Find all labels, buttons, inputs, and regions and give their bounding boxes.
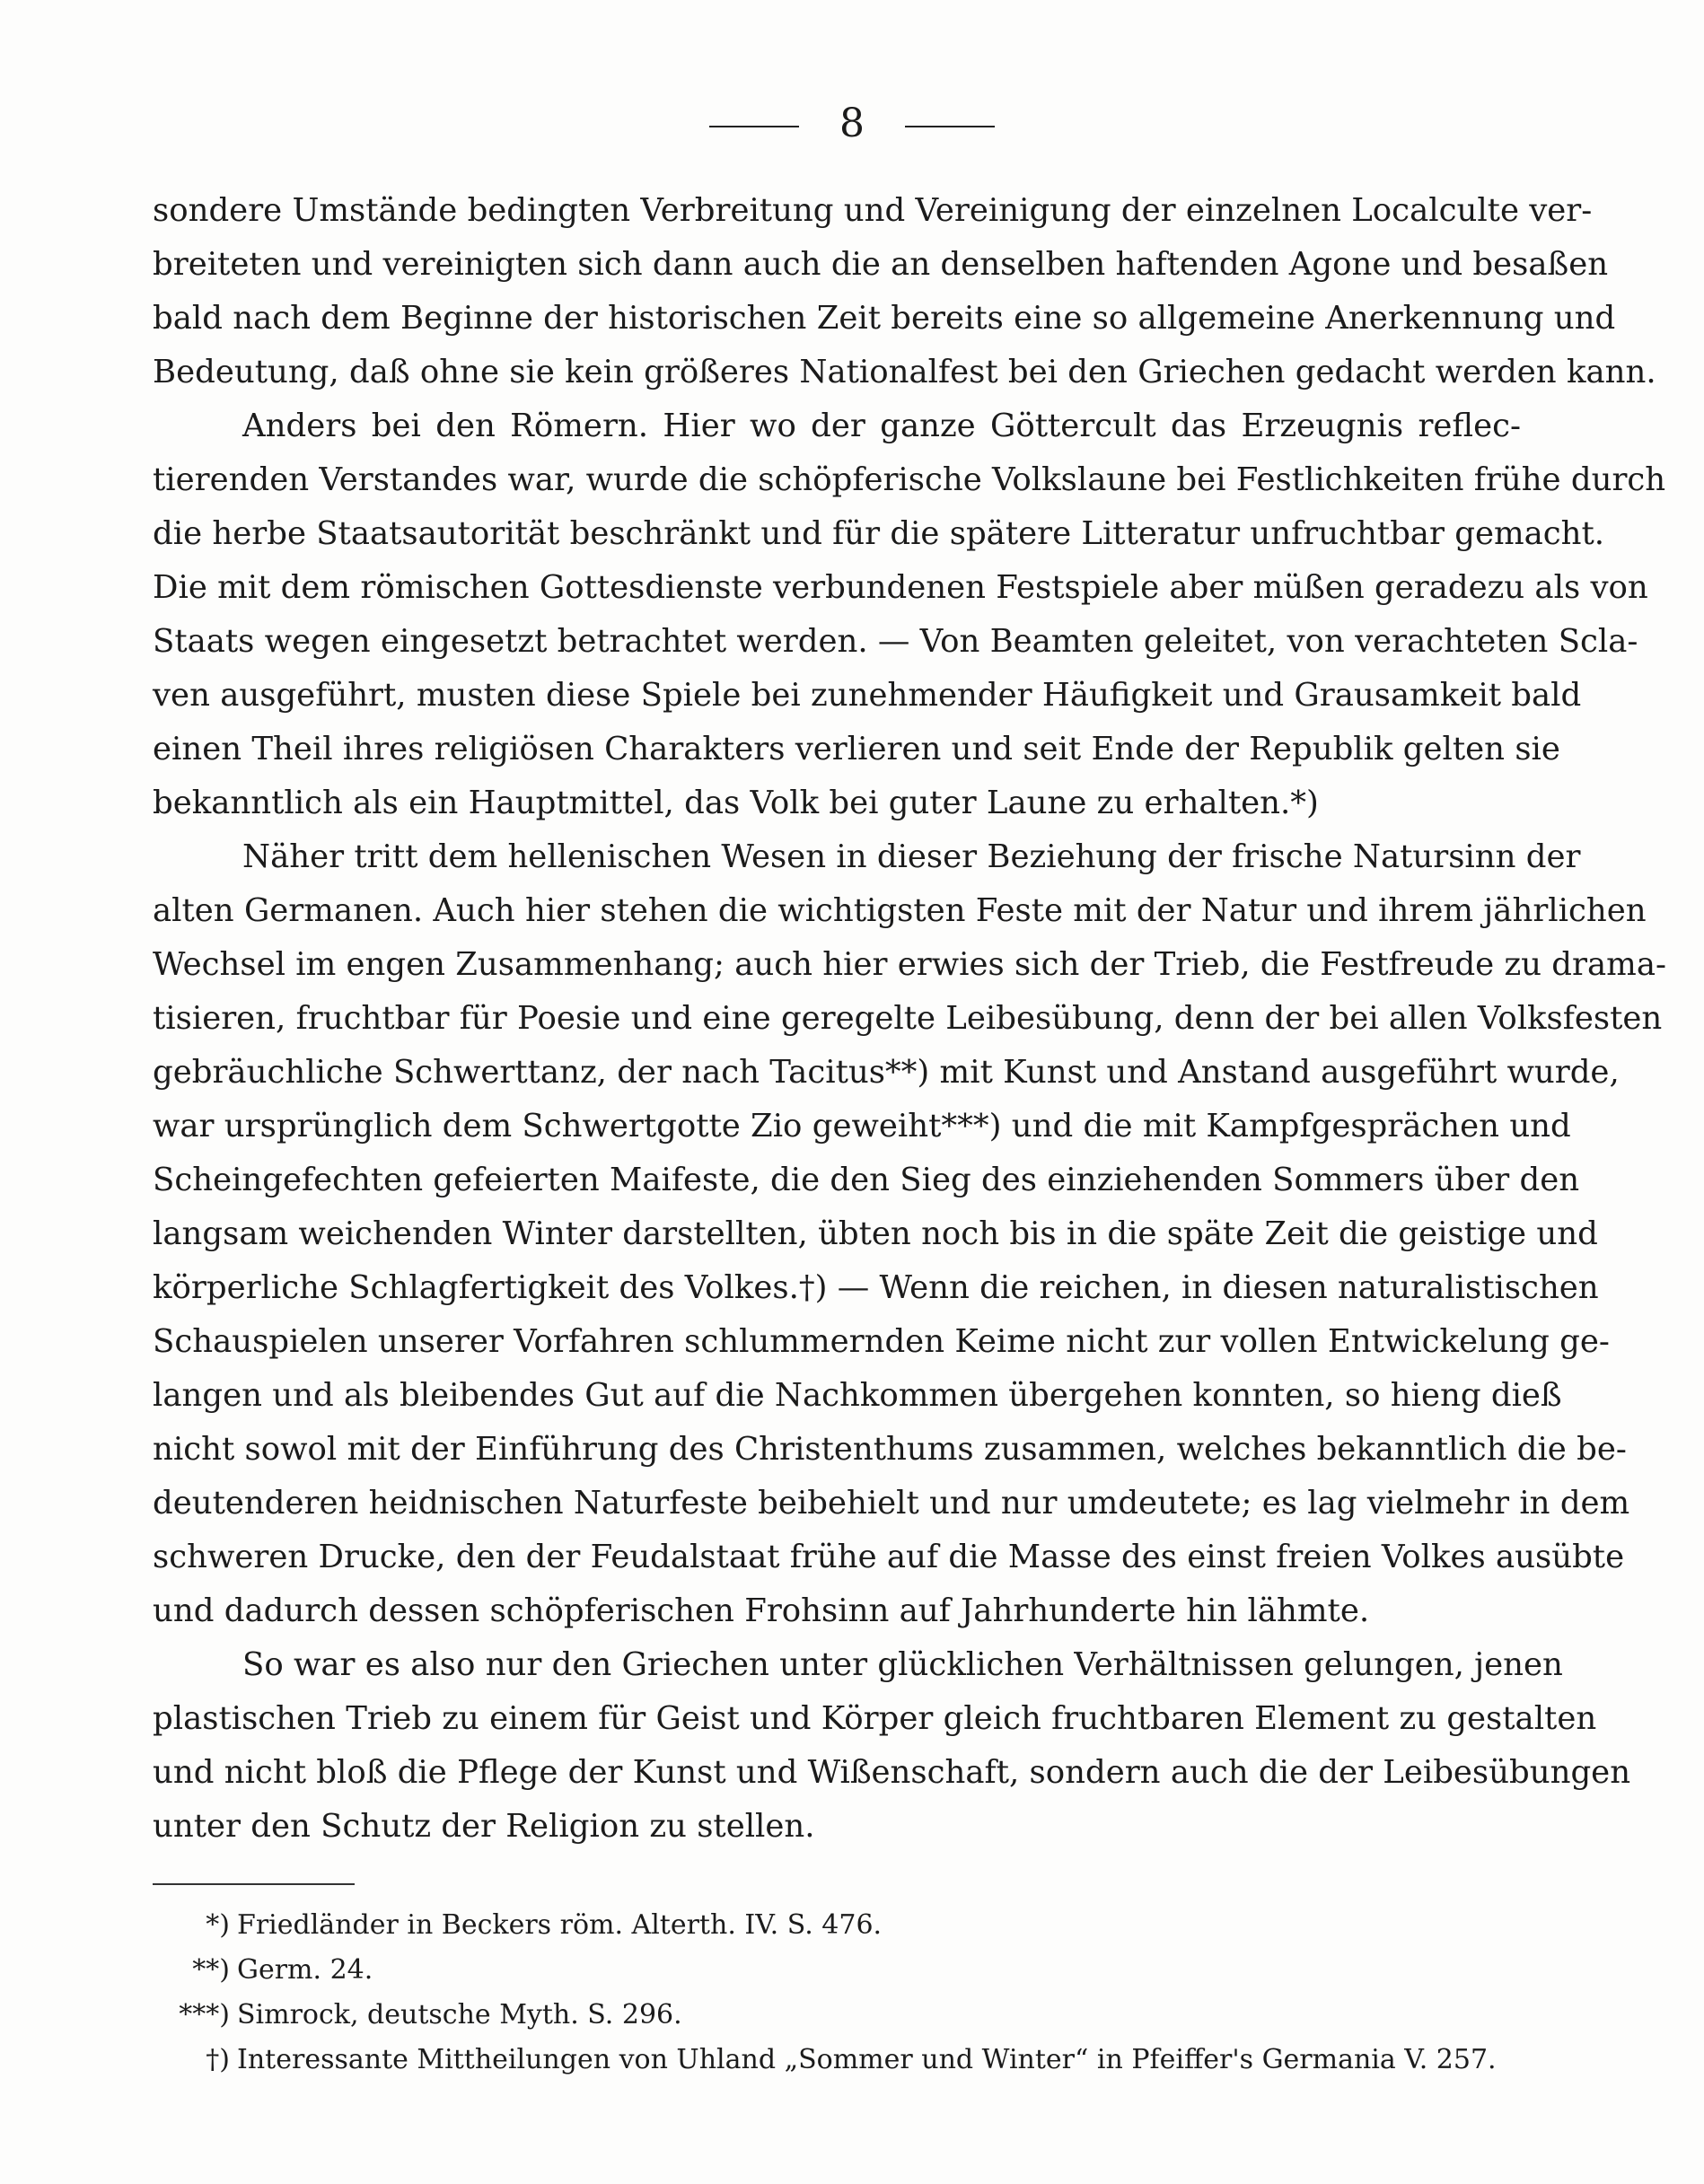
page-header [0,97,1704,151]
page-number: 8 [839,101,865,146]
footnote-mark: ***) [179,1999,230,2031]
text-line: bekanntlich als ein Hauptmittel, das Volk bei guter Laune zu erhalten.*) [153,785,1319,821]
text-line: Bedeutung, daß ohne sie kein größeres Nationalfest bei den Griechen gedacht werden kann. [153,354,1656,390]
header-dash-left [709,126,799,127]
body-text [153,184,1666,1854]
text-line: ven ausgeführt, musten diese Spiele bei zunehmender Häufigkeit und Grausamkeit bald [153,677,1582,714]
text-line: bald nach dem Beginne der historischen Zeit bereits eine so allgemeine Anerkennung und [153,300,1616,337]
footnote-mark: **) [192,1954,230,1986]
text-line: und nicht bloß die Pflege der Kunst und Wißenschaft, sondern auch die der Leibesübungen [153,1754,1631,1791]
text-line: tisieren, fruchtbar für Poesie und eine geregelte Leibesübung, denn der bei allen Volksfesten [153,1000,1663,1037]
header-dash-right [905,126,995,127]
text-line: alten Germanen. Auch hier stehen die wichtigsten Feste mit der Natur und ihrem jährlichen [153,892,1647,929]
footnote-2 [153,1948,1521,1993]
footnote-1 [153,1903,1521,1948]
text-line: tierenden Verstandes war, wurde die schöpferische Volkslaune bei Festlichkeiten frühe durch [153,461,1666,498]
text-line: sondere Umstände bedingten Verbreitung und Vereinigung der einzelnen Localculte ver- [153,192,1593,229]
text-line: körperliche Schlagfertigkeit des Volkes.†) — Wenn die reichen, in diesen naturalistischen [153,1269,1599,1306]
text-line: plastischen Trieb zu einem für Geist und Körper gleich fruchtbaren Element zu gestalten [153,1700,1597,1737]
text-line: einen Theil ihres religiösen Charakters verlieren und seit Ende der Republik gelten sie [153,731,1560,767]
text-line: Wechsel im engen Zusammenhang; auch hier erwies sich der Trieb, die Festfreude zu drama- [153,946,1666,983]
text-line: Die mit dem römischen Gottesdienste verbundenen Festspiele aber müßen geradezu als von [153,569,1648,606]
footnote-text: Friedländer in Beckers röm. Alterth. IV. S. 476. [237,1909,883,1941]
footnote-4 [153,2038,1521,2083]
text-line: Scheingefechten gefeierten Maifeste, die den Sieg des einziehenden Sommers über den [153,1162,1580,1198]
text-line: breiteten und vereinigten sich dann auch die an denselben haftenden Agone und besaßen [153,246,1609,283]
footnote-text: Simrock, deutsche Myth. S. 296. [237,1999,682,2031]
footnote-text: Interessante Mittheilungen von Uhland „Sommer und Winter“ in Pfeiffer's Germania V. 257. [237,2044,1497,2075]
text-line: und dadurch dessen schöpferischen Frohsinn auf Jahrhunderte hin lähmte. [153,1592,1370,1629]
text-line: unter den Schutz der Religion zu stellen. [153,1808,815,1845]
text-line: nicht sowol mit der Einführung des Christenthums zusammen, welches bekanntlich die be- [153,1431,1627,1468]
paragraph-2 [153,399,1666,830]
footnote-text: Germ. 24. [237,1954,373,1986]
text-line: langsam weichenden Winter darstellten, übten noch bis in die späte Zeit die geistige und [153,1215,1598,1252]
text-line: war ursprünglich dem Schwertgotte Zio geweiht***) und die mit Kampfgesprächen und [153,1108,1571,1145]
footnote-3 [153,1993,1521,2038]
text-line: gebräuchliche Schwerttanz, der nach Tacitus**) mit Kunst und Anstand ausgeführt wurde, [153,1054,1620,1091]
text-line: schweren Drucke, den der Feudalstaat frühe auf die Masse des einst freien Volkes ausübte [153,1539,1625,1575]
text-line: Näher tritt dem hellenischen Wesen in dieser Beziehung der frische Natursinn der [242,838,1581,875]
paragraph-3 [153,830,1666,1638]
text-line: So war es also nur den Griechen unter glücklichen Verhältnissen gelungen, jenen [242,1646,1563,1683]
text-line: die herbe Staatsautorität beschränkt und für die spätere Litteratur unfruchtbar gemacht. [153,515,1605,552]
text-line: Staats wegen eingesetzt betrachtet werden. — Von Beamten geleitet, von verachteten Scla- [153,623,1638,660]
text-line: Anders bei den Römern. Hier wo der ganze Göttercult das Erzeugnis reflec- [242,408,1521,444]
paragraph-1 [153,184,1656,399]
footnote-mark: *) [206,1909,230,1941]
text-line: Schauspielen unserer Vorfahren schlummernden Keime nicht zur vollen Entwickelung ge- [153,1323,1610,1360]
footnotes [153,1903,1521,2083]
footnote-mark: †) [206,2044,230,2075]
paragraph-4 [153,1638,1631,1854]
text-line: langen und als bleibendes Gut auf die Nachkommen übergehen konnten, so hieng dieß [153,1377,1562,1414]
text-line: deutenderen heidnischen Naturfeste beibehielt und nur umdeutete; es lag vielmehr in dem [153,1485,1630,1522]
footnote-separator [153,1883,355,1885]
